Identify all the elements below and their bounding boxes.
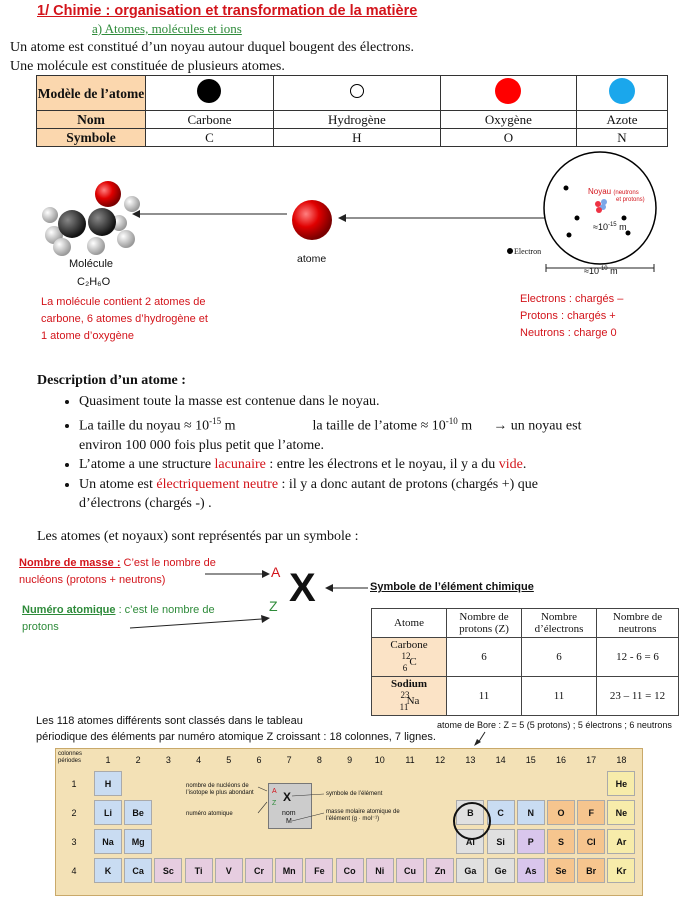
element-symbol: S xyxy=(557,837,564,847)
element-cell-cl xyxy=(577,829,605,854)
desc-exp: -10 xyxy=(445,415,458,426)
col-header: Nombre de neutrons xyxy=(597,609,679,638)
element-symbol: Zn xyxy=(434,866,446,876)
element-cell-ar xyxy=(607,829,635,854)
legend-M: M xyxy=(286,818,292,825)
desc-text: Un atome est xyxy=(79,476,157,492)
desc-text: : il y a donc autant de protons (chargés +) que xyxy=(278,476,538,492)
atomic-text: : c’est le nombre de xyxy=(115,604,215,616)
element-symbol: Be xyxy=(132,808,144,818)
atom-cell xyxy=(372,638,447,677)
protons-cell: 6 xyxy=(447,638,522,677)
periodic-column-header: 4 xyxy=(196,755,202,765)
element-symbol: O xyxy=(557,808,565,818)
molecule-note-line: carbone, 6 atomes d’hydrogène et xyxy=(41,313,208,325)
periodic-column-header: 15 xyxy=(525,755,536,765)
periodic-column-header: 3 xyxy=(165,755,171,765)
periodic-column-header: 7 xyxy=(286,755,292,765)
noyau-size-exp: -15 xyxy=(607,222,617,228)
description-item xyxy=(79,455,691,475)
element-symbol: Ti xyxy=(194,866,203,876)
atom-symbol: Na xyxy=(406,695,420,707)
arrow-left-icon xyxy=(338,214,346,222)
molecule-formula: C₂H₆O xyxy=(77,276,111,288)
element-cell-se xyxy=(547,858,575,883)
element-symbol: Ca xyxy=(132,866,144,876)
element-symbol: He xyxy=(615,779,628,789)
element-symbol: Kr xyxy=(616,866,627,876)
element-symbol: N xyxy=(527,808,535,818)
element-symbol: Ni xyxy=(375,866,385,876)
element-symbol: Br xyxy=(586,866,597,876)
periodic-intro-line: Les 118 atomes différents sont classés dans le tableau xyxy=(36,715,303,727)
molecule-note xyxy=(41,294,208,345)
neutrons-cell: 12 - 6 = 6 xyxy=(597,638,679,677)
element-cell-li xyxy=(94,800,122,825)
hydrogen-atom-icon xyxy=(350,84,364,98)
col-header: Nombre d’électrons xyxy=(522,609,597,638)
atomic-text: protons xyxy=(22,621,59,633)
intro-line-1: Un atome est constitué d’un noyau autour duquel bougent des électrons. xyxy=(10,40,414,55)
charge-line: Electrons : chargés – xyxy=(520,293,624,305)
bore-arrow xyxy=(470,728,490,748)
periodic-table xyxy=(55,748,643,896)
periodic-corner xyxy=(58,751,82,765)
element-cell-fe xyxy=(305,858,333,883)
element-cell-na xyxy=(94,829,122,854)
atom-A: 23 xyxy=(400,690,410,700)
periodic-column-header: 5 xyxy=(226,755,232,765)
atom-ball-icon xyxy=(292,200,332,240)
element-cell-sc xyxy=(154,858,182,883)
periodic-column-header: 16 xyxy=(555,755,566,765)
mass-label: Nombre de masse : xyxy=(19,557,121,569)
model-carbon xyxy=(146,76,274,111)
molecule-note-line: 1 atome d’oxygène xyxy=(41,330,134,342)
model-nitrogen xyxy=(576,76,667,111)
element-symbol: Cu xyxy=(404,866,416,876)
oxygen-atom-icon xyxy=(495,78,521,104)
intro-line-2: Une molécule est constituée de plusieurs atomes. xyxy=(10,59,285,74)
element-cell-si xyxy=(487,829,515,854)
ethanol-molecule-icon xyxy=(42,181,140,256)
legend-nom: nom xyxy=(282,810,296,817)
molecule-label: Molécule xyxy=(69,258,114,270)
element-cell-k xyxy=(94,858,122,883)
symbol-Z: Z xyxy=(269,598,278,614)
periodic-column-header: 14 xyxy=(495,755,506,765)
element-cell-br xyxy=(577,858,605,883)
desc-highlight: électriquement neutre xyxy=(156,476,279,492)
atom-name: Sodium xyxy=(390,678,428,690)
periodic-column-header: 10 xyxy=(374,755,385,765)
legend-nucleons: nombre de nucléons de l’isotope le plus abondant xyxy=(186,783,254,796)
element-cell-ni xyxy=(366,858,394,883)
molecule-note-line: La molécule contient 2 atomes de xyxy=(41,296,206,308)
desc-exp: -15 xyxy=(209,415,222,426)
noyau-text: Noyau xyxy=(588,187,612,196)
symbol-A: A xyxy=(271,564,281,580)
element-cell-p xyxy=(517,829,545,854)
element-cell-ge xyxy=(487,858,515,883)
charge-line: Neutrons : charge 0 xyxy=(520,327,617,339)
noyau-size-unit: m xyxy=(616,222,627,232)
arrow-left-icon xyxy=(325,584,333,592)
atom-Z: 6 xyxy=(402,663,408,673)
periodic-column-header: 8 xyxy=(316,755,322,765)
element-cell-o xyxy=(547,800,575,825)
element-symbol: Al xyxy=(465,837,475,847)
atom-size-unit: m xyxy=(607,266,618,276)
desc-text: La taille du noyau ≈ 10 xyxy=(79,418,210,434)
charge-line: Protons : chargés + xyxy=(520,310,616,322)
element-symbol: Ge xyxy=(494,866,507,876)
section-subtitle: a) Atomes, molécules et ions xyxy=(92,21,242,36)
periodic-intro xyxy=(36,713,436,745)
element-cell-as xyxy=(517,858,545,883)
legend-symbole: symbole de l’élément xyxy=(326,791,383,797)
name-cell: Carbone xyxy=(146,111,274,129)
model-oxygen xyxy=(440,76,576,111)
periodic-column-header: 1 xyxy=(105,755,111,765)
element-symbol: Ga xyxy=(464,866,477,876)
element-symbol: F xyxy=(588,808,594,818)
periodic-column-header: 11 xyxy=(405,755,415,765)
neutrons-cell: 23 – 11 = 12 xyxy=(597,677,679,716)
atom-name: Carbone xyxy=(390,639,428,651)
element-cell-co xyxy=(336,858,364,883)
noyau-sub-label: et protons) xyxy=(616,197,645,203)
element-symbol: B xyxy=(467,808,474,818)
legend-X: X xyxy=(283,790,292,804)
periodic-period-header: 3 xyxy=(71,837,77,847)
legend-A: A xyxy=(272,788,277,795)
nitrogen-atom-icon xyxy=(609,78,635,104)
row-header-symbol: Symbole xyxy=(37,129,146,147)
atom-size-base: ≈10 xyxy=(584,266,599,276)
noyau-size xyxy=(593,222,627,232)
element-symbol: Li xyxy=(104,808,112,818)
corner-label: périodes xyxy=(58,758,82,764)
legend-masse: masse molaire atomique de l’élément (g · mol⁻¹) xyxy=(326,809,400,822)
element-symbol: P xyxy=(527,837,534,847)
periodic-column-header: 18 xyxy=(616,755,627,765)
element-symbol: Ne xyxy=(615,808,628,818)
element-symbol-label: Symbole de l’élément chimique xyxy=(370,581,534,593)
electrons-cell: 6 xyxy=(522,638,597,677)
col-header: Nombre de protons (Z) xyxy=(447,609,522,638)
desc-text: d’électrons (chargés -) . xyxy=(79,496,212,512)
atom-Z: 11 xyxy=(399,702,409,712)
legend-numero: numéro atomique xyxy=(186,811,233,817)
symbol-cell: O xyxy=(440,129,576,147)
symbol-cell: H xyxy=(273,129,440,147)
description-list xyxy=(35,392,691,514)
symbol-cell: N xyxy=(576,129,667,147)
element-symbol: H xyxy=(104,779,112,789)
periodic-intro-line: périodique des éléments par numéro atomique Z croissant : 18 colonnes, 7 lignes. xyxy=(36,731,436,743)
row-header-model: Modèle de l’atome xyxy=(37,76,146,111)
desc-text: m xyxy=(221,418,236,434)
element-cell-kr xyxy=(607,858,635,883)
symbol-X: X xyxy=(289,566,316,610)
periodic-period-header: 1 xyxy=(71,779,77,789)
element-cell-cu xyxy=(396,858,424,883)
name-cell: Oxygène xyxy=(440,111,576,129)
description-item xyxy=(79,412,691,456)
element-symbol: Ar xyxy=(616,837,627,847)
desc-highlight: vide xyxy=(498,457,523,473)
element-cell-be xyxy=(124,800,152,825)
element-cell-f xyxy=(577,800,605,825)
electron-label: Electron xyxy=(514,247,542,256)
mass-text: C’est le nombre de xyxy=(120,557,216,569)
symbol-cell: C xyxy=(146,129,274,147)
mass-text: nucléons (protons + neutrons) xyxy=(19,574,166,586)
desc-text: m xyxy=(457,418,473,434)
arrow-right-icon xyxy=(261,615,270,623)
noyau-size-base: ≈10 xyxy=(593,222,608,232)
atom-A: 12 xyxy=(401,651,411,661)
description-heading: Description d’un atome : xyxy=(37,373,186,388)
element-cell-zn xyxy=(426,858,454,883)
element-cell-ca xyxy=(124,858,152,883)
name-cell: Azote xyxy=(576,111,667,129)
element-cell-ga xyxy=(456,858,484,883)
periodic-column-header: 13 xyxy=(465,755,476,765)
carbon-atom-icon xyxy=(197,79,221,103)
element-symbol: K xyxy=(104,866,112,876)
table-row xyxy=(372,677,679,716)
periodic-period-header: 2 xyxy=(71,808,77,818)
bore-highlight-circle xyxy=(453,802,491,840)
periodic-column-header: 17 xyxy=(586,755,597,765)
desc-text: la taille de l’atome ≈ 10 xyxy=(312,418,446,434)
noyau-label xyxy=(588,187,639,196)
element-cell-n xyxy=(517,800,545,825)
periodic-period-header: 4 xyxy=(71,866,77,876)
bore-note: atome de Bore : Z = 5 (5 protons) ; 5 électrons ; 6 neutrons xyxy=(437,720,672,730)
element-cell-ne xyxy=(607,800,635,825)
legend-arrows xyxy=(256,783,336,829)
element-symbol: Fe xyxy=(314,866,325,876)
element-symbol: V xyxy=(225,866,232,876)
element-cell-mn xyxy=(275,858,303,883)
desc-text: . xyxy=(522,457,527,473)
element-cell-mg xyxy=(124,829,152,854)
protons-cell: 11 xyxy=(447,677,522,716)
electrons-cell: 11 xyxy=(522,677,597,716)
name-cell: Hydrogène xyxy=(273,111,440,129)
element-symbol: Cl xyxy=(586,837,596,847)
element-symbol: Se xyxy=(555,866,567,876)
element-symbol: Mg xyxy=(131,837,145,847)
element-cell-he xyxy=(607,771,635,796)
desc-text: L’atome a une structure xyxy=(79,457,215,473)
desc-text: environ 100 000 fois plus petit que l’atome. xyxy=(79,437,324,453)
atome-label: atome xyxy=(297,253,327,265)
charges-list xyxy=(520,291,623,342)
page-title: 1/ Chimie : organisation et transformation de la matière xyxy=(37,3,418,19)
desc-highlight: lacunaire xyxy=(214,457,266,473)
periodic-column-header: 2 xyxy=(135,755,141,765)
element-cell-h xyxy=(94,771,122,796)
atoms-composition-table xyxy=(371,608,679,716)
row-header-name: Nom xyxy=(37,111,146,129)
element-symbol: Si xyxy=(496,837,505,847)
element-cell-ti xyxy=(185,858,213,883)
noyau-sub: (neutrons xyxy=(613,190,639,196)
desc-text: → un noyau est xyxy=(493,418,582,434)
element-symbol: As xyxy=(525,866,537,876)
symbol-intro: Les atomes (et noyaux) sont représentés par un symbole : xyxy=(37,529,359,544)
atom-size xyxy=(584,266,618,276)
symbol-arrows xyxy=(0,555,380,645)
element-cell-cr xyxy=(245,858,273,883)
atom-symbol: C xyxy=(409,656,417,668)
corner-label: colonnes xyxy=(58,751,83,757)
arrow-right-icon xyxy=(262,570,270,578)
element-symbol: Na xyxy=(102,837,114,847)
element-cell-v xyxy=(215,858,243,883)
atom-cell xyxy=(372,677,447,716)
element-symbol: Sc xyxy=(162,866,174,876)
description-item: • Quasiment toute la masse est contenue dans le noyau. xyxy=(79,392,691,412)
desc-text: : entre les électrons et le noyau, il y a du xyxy=(265,457,499,473)
atom-size-exp: -10 xyxy=(598,266,608,272)
atom-model-table xyxy=(36,75,668,147)
periodic-column-header: 9 xyxy=(347,755,353,765)
model-hydrogen xyxy=(273,76,440,111)
element-symbol: Co xyxy=(343,866,356,876)
element-symbol: Cr xyxy=(253,866,264,876)
atomic-label: Numéro atomique xyxy=(22,604,116,616)
element-symbol: C xyxy=(497,808,504,818)
col-header: Atome xyxy=(372,609,447,638)
periodic-column-header: 6 xyxy=(256,755,262,765)
table-row xyxy=(372,638,679,677)
element-cell-s xyxy=(547,829,575,854)
description-item xyxy=(79,475,691,514)
periodic-column-header: 12 xyxy=(435,755,446,765)
legend-Z: Z xyxy=(272,800,277,807)
element-symbol: Mn xyxy=(282,866,296,876)
